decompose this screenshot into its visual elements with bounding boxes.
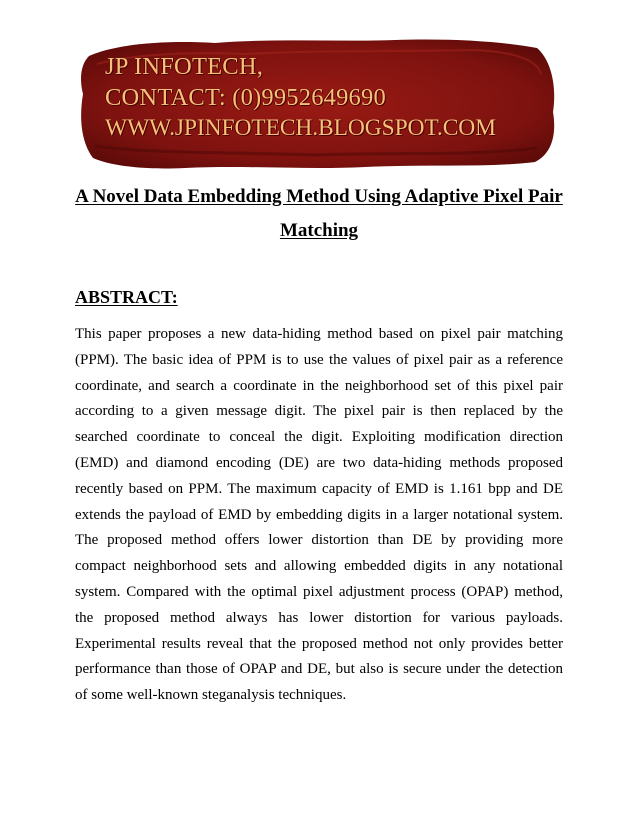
abstract-heading: ABSTRACT: [75, 287, 178, 307]
banner-contact-phone: CONTACT: (0)9952649690 [105, 84, 386, 111]
banner-company-name: JP INFOTECH, [105, 53, 264, 80]
company-banner [75, 34, 559, 172]
abstract-body: This paper proposes a new data-hiding method based on pixel pair matching (PPM). The basic idea of PPM is to use the values of pixel pair as a reference coordinate, and search a coordinate in the neighborhood set of this pixel pair according to a given message digit. The pixel pair is then replaced by the searched coordinate to conceal the digit. Exploiting modification direction (EMD) and diamond encoding (DE) are two data-hiding methods proposed recently based on PPM. The maximum capacity of EMD is 1.161 bpp and DE extends the payload of EMD by embedding digits in a larger notational system. The proposed method offers lower distortion than DE by providing more compact neighborhood sets and allowing embedded digits in any notational system. Compared with the optimal pixel adjustment process (OPAP) method, the proposed method always has lower distortion for various payloads. Experimental results reveal that the proposed method not only provides better performance than those of OPAP and DE, but also is secure under the detection of some well-known steganalysis techniques. [75, 326, 563, 704]
paper-title-line-1: A Novel Data Embedding Method Using Adaptive Pixel Pair [75, 186, 563, 207]
paper-title-line-2: Matching [279, 220, 359, 241]
banner-website: WWW.JPINFOTECH.BLOGSPOT.COM [105, 115, 496, 141]
